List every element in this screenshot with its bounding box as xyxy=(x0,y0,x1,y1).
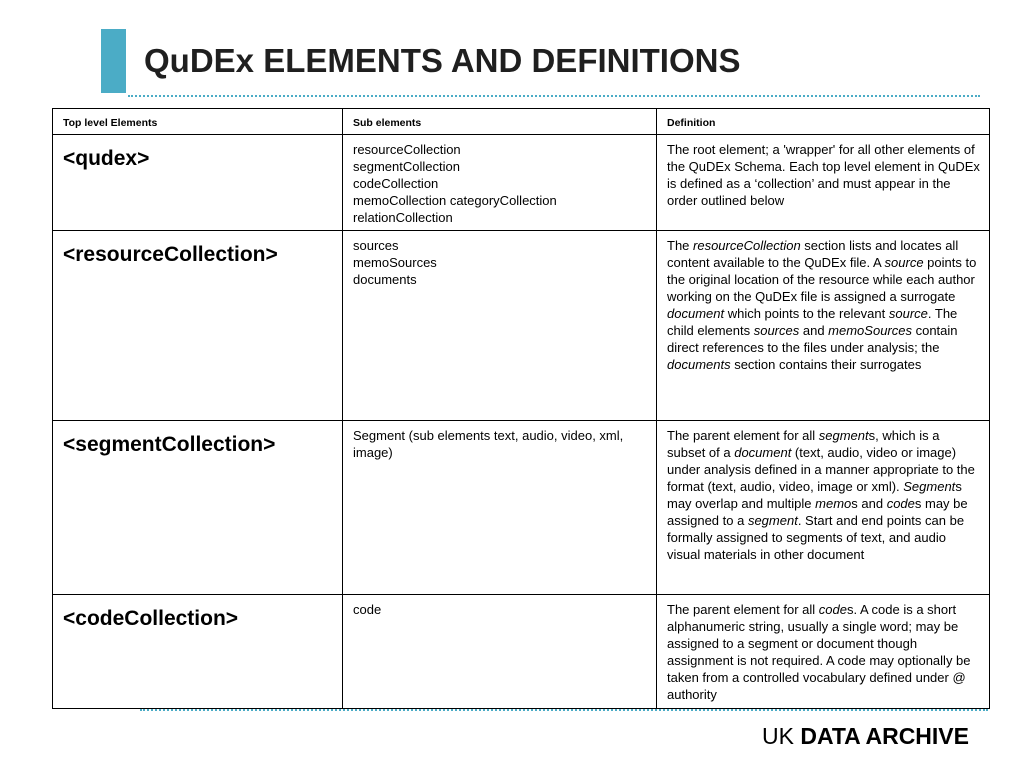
brand-name: DATA ARCHIVE xyxy=(800,723,969,749)
definition-text: s may overlap and multiple xyxy=(667,479,962,511)
definition-term: memo xyxy=(815,496,852,511)
definition-cell xyxy=(657,135,990,231)
definition-term: document xyxy=(734,445,792,460)
sub-element-item: resourceCollection xyxy=(353,142,461,157)
sub-element-item: sources xyxy=(353,238,399,253)
sub-element-item: memoSources xyxy=(353,255,437,270)
top-level-element: <qudex> xyxy=(53,135,343,231)
definitions-table xyxy=(52,108,990,709)
definition-text: The root element; a 'wrapper' for all other elements of the QuDEx Schema. Each top level element in QuDEx is defined as a ‘collection’ and must appear in the order outlined below xyxy=(667,142,980,208)
top-level-element: <codeCollection> xyxy=(53,595,343,709)
sub-element-item: relationCollection xyxy=(353,210,453,225)
definition-text: . Start and end points can be formally assigned to segments of text, and audio visual materials in other document xyxy=(667,513,965,562)
sub-elements-cell xyxy=(343,135,657,231)
definition-term: resourceCollection xyxy=(693,238,801,253)
definition-text: s may be assigned to a xyxy=(667,496,968,528)
definition-cell xyxy=(657,421,990,595)
sub-element-item: documents xyxy=(353,272,417,287)
brand-prefix: UK xyxy=(761,723,794,749)
definition-text: contain direct references to the files under analysis; the xyxy=(667,323,958,355)
definition-term: source xyxy=(884,255,924,270)
column-header-sub-elements: Sub elements xyxy=(343,109,657,135)
sub-element-item: code xyxy=(353,602,382,617)
definition-text: which points to the relevant xyxy=(724,306,889,321)
sub-elements-cell xyxy=(343,231,657,421)
definition-text: points to the original location of the resource while each author working on the QuDEx file is assigned a surrogate xyxy=(667,255,977,304)
title-divider xyxy=(128,95,980,97)
definition-term: code xyxy=(886,496,915,511)
definition-text: and xyxy=(799,323,829,338)
definition-term: documents xyxy=(667,357,731,372)
top-level-element: <resourceCollection> xyxy=(53,231,343,421)
table-row xyxy=(53,135,990,231)
definition-text: s and xyxy=(851,496,887,511)
table-row xyxy=(53,595,990,709)
definition-term: document xyxy=(667,306,725,321)
sub-elements-cell xyxy=(343,421,657,595)
sub-element-item: Segment (sub elements text, audio, video, xml, image) xyxy=(353,428,624,460)
definition-text: The xyxy=(667,238,694,253)
sub-element-item: memoCollection categoryCollection xyxy=(353,193,557,208)
definition-term: segment xyxy=(818,428,869,443)
page-title: QuDEx ELEMENTS AND DEFINITIONS xyxy=(144,42,741,79)
definition-text: s. A code is a short alphanumeric string, usually a single word; may be assigned to a segment or document though assignment is not required. A code may optionally be taken from a controlled vocabulary defined under @ authority xyxy=(667,602,971,702)
definition-text: s, which is a subset of a xyxy=(667,428,940,460)
footer-divider xyxy=(140,709,988,711)
sub-elements-cell xyxy=(343,595,657,709)
uk-data-archive-logo xyxy=(762,722,969,750)
table-row xyxy=(53,231,990,421)
top-level-element: <segmentCollection> xyxy=(53,421,343,595)
definition-cell xyxy=(657,231,990,421)
definition-term: Segment xyxy=(903,479,956,494)
definition-term: source xyxy=(888,306,928,321)
definition-text: The parent element for all xyxy=(667,428,819,443)
column-header-top-level: Top level Elements xyxy=(53,109,343,135)
definition-cell xyxy=(657,595,990,709)
definition-term: sources xyxy=(753,323,800,338)
table-header-row xyxy=(53,109,990,135)
title-accent-bar xyxy=(101,29,126,93)
definition-text: section lists and locates all content available to the QuDEx file. A xyxy=(667,238,959,270)
definition-term: memoSources xyxy=(828,323,912,338)
definition-term: code xyxy=(818,602,847,617)
sub-element-item: codeCollection xyxy=(353,176,439,191)
definition-text: . The child elements xyxy=(667,306,958,338)
definition-text: section contains their surrogates xyxy=(730,357,922,372)
definition-term: segment xyxy=(747,513,798,528)
column-header-definition: Definition xyxy=(657,109,990,135)
definition-text: The parent element for all xyxy=(667,602,819,617)
definition-text: (text, audio, video or image) under analysis defined in a manner appropriate to the format (text, audio, video, image or xml). xyxy=(667,445,975,494)
table-row xyxy=(53,421,990,595)
sub-element-item: segmentCollection xyxy=(353,159,460,174)
